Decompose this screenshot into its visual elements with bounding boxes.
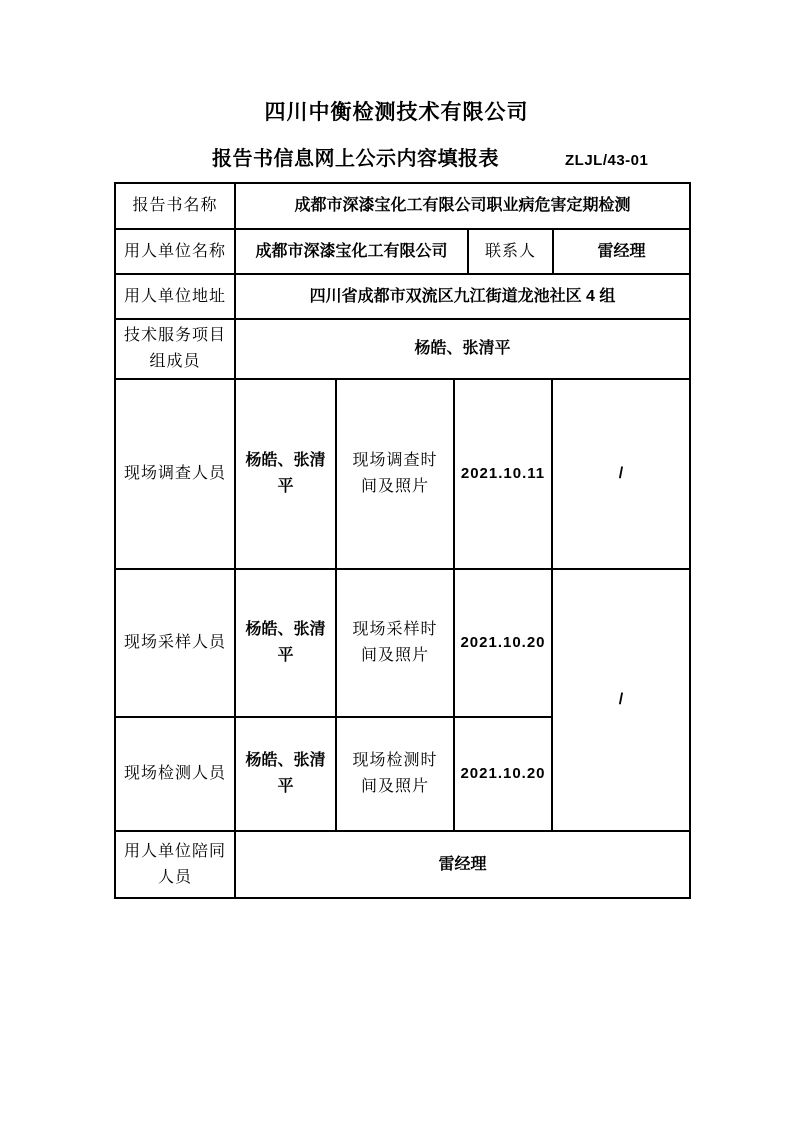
row-employer-name	[116, 230, 689, 275]
testing-label: 现场检测人员	[116, 718, 236, 830]
testing-time-label: 现场检测时间及照片	[337, 718, 455, 830]
row-team-members	[116, 320, 689, 380]
row-report-name	[116, 184, 689, 230]
sampling-testing-stack	[116, 570, 553, 830]
rows-sampling-testing	[116, 570, 689, 832]
form-title-row	[0, 144, 793, 174]
employer-name-label: 用人单位名称	[116, 230, 236, 273]
escort-label: 用人单位陪同人员	[116, 832, 236, 897]
row-site-survey	[116, 380, 689, 570]
survey-photo-cell: /	[618, 465, 624, 483]
contact-value: 雷经理	[597, 242, 646, 260]
sampling-personnel: 杨皓、张清平	[236, 570, 337, 716]
form-code: ZLJL/43-01	[565, 152, 649, 169]
survey-personnel: 杨皓、张清平	[236, 380, 337, 568]
sampling-date: 2021.10.20	[455, 570, 553, 716]
employer-name-value: 成都市深漆宝化工有限公司	[236, 230, 469, 273]
row-site-sampling	[116, 570, 553, 718]
employer-address-value: 四川省成都市双流区九江街道龙池社区 4 组	[309, 287, 616, 305]
report-name-value: 成都市深漆宝化工有限公司职业病危害定期检测	[294, 197, 631, 215]
escort-value: 雷经理	[438, 855, 487, 873]
team-members-label: 技术服务项目组成员	[116, 320, 236, 378]
contact-label: 联系人	[469, 230, 554, 273]
sampling-time-label: 现场采样时间及照片	[337, 570, 455, 716]
row-site-testing	[116, 718, 553, 830]
sampling-label: 现场采样人员	[116, 570, 236, 716]
row-employer-address	[116, 275, 689, 320]
report-info-table	[114, 182, 691, 899]
testing-personnel: 杨皓、张清平	[236, 718, 337, 830]
survey-time-label: 现场调查时间及照片	[337, 380, 455, 568]
form-title: 报告书信息网上公示内容填报表	[212, 148, 499, 170]
team-members-value: 杨皓、张清平	[414, 340, 511, 358]
survey-date: 2021.10.11	[455, 380, 553, 568]
sampling-testing-photo-cell: /	[618, 691, 624, 708]
company-title: 四川中衡检测技术有限公司	[264, 101, 529, 124]
survey-label: 现场调查人员	[116, 380, 236, 568]
testing-date: 2021.10.20	[455, 718, 553, 830]
employer-address-label: 用人单位地址	[116, 275, 236, 318]
report-name-label: 报告书名称	[116, 184, 236, 228]
row-escort	[116, 832, 689, 897]
